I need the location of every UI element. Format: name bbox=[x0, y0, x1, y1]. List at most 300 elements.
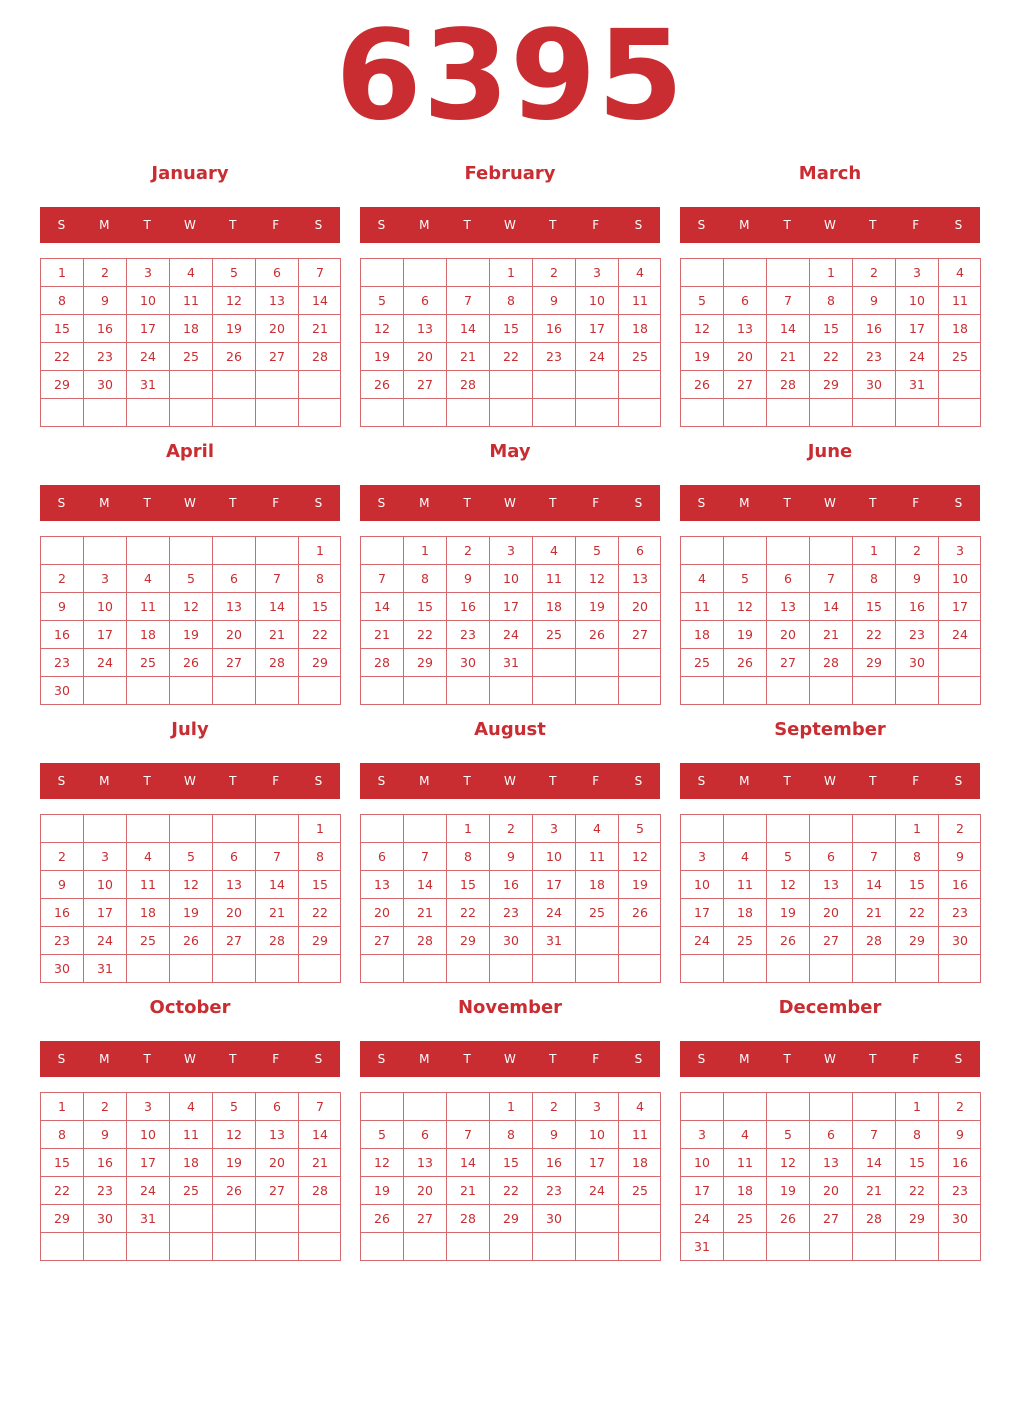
day-cell[interactable]: 24 bbox=[532, 898, 575, 926]
day-cell[interactable]: 3 bbox=[680, 842, 723, 870]
day-cell[interactable]: 2 bbox=[446, 536, 489, 564]
day-cell[interactable]: 23 bbox=[446, 620, 489, 648]
day-cell[interactable]: 19 bbox=[575, 592, 618, 620]
day-cell[interactable]: 23 bbox=[83, 1176, 126, 1204]
day-cell[interactable]: 27 bbox=[403, 1204, 446, 1232]
day-cell[interactable]: 12 bbox=[360, 314, 403, 342]
day-cell[interactable]: 25 bbox=[169, 342, 212, 370]
day-cell[interactable]: 11 bbox=[532, 564, 575, 592]
day-cell[interactable]: 29 bbox=[895, 926, 938, 954]
day-cell[interactable]: 8 bbox=[40, 286, 83, 314]
day-cell[interactable]: 16 bbox=[938, 1148, 981, 1176]
day-cell[interactable]: 11 bbox=[169, 286, 212, 314]
day-cell[interactable]: 19 bbox=[723, 620, 766, 648]
day-cell[interactable]: 24 bbox=[680, 926, 723, 954]
day-cell[interactable]: 22 bbox=[489, 1176, 532, 1204]
day-cell[interactable]: 14 bbox=[766, 314, 809, 342]
day-cell[interactable]: 14 bbox=[852, 870, 895, 898]
day-cell[interactable]: 12 bbox=[680, 314, 723, 342]
day-cell[interactable]: 10 bbox=[895, 286, 938, 314]
day-cell[interactable]: 4 bbox=[532, 536, 575, 564]
day-cell[interactable]: 17 bbox=[489, 592, 532, 620]
day-cell[interactable]: 16 bbox=[895, 592, 938, 620]
day-cell[interactable]: 2 bbox=[40, 842, 83, 870]
day-cell[interactable]: 26 bbox=[360, 1204, 403, 1232]
day-cell[interactable]: 1 bbox=[298, 536, 341, 564]
day-cell[interactable]: 9 bbox=[938, 1120, 981, 1148]
day-cell[interactable]: 7 bbox=[852, 1120, 895, 1148]
day-cell[interactable]: 29 bbox=[446, 926, 489, 954]
day-cell[interactable]: 8 bbox=[298, 564, 341, 592]
day-cell[interactable]: 17 bbox=[575, 1148, 618, 1176]
day-cell[interactable]: 25 bbox=[938, 342, 981, 370]
day-cell[interactable]: 4 bbox=[938, 258, 981, 286]
day-cell[interactable]: 8 bbox=[852, 564, 895, 592]
day-cell[interactable]: 4 bbox=[618, 258, 661, 286]
day-cell[interactable]: 5 bbox=[618, 814, 661, 842]
day-cell[interactable]: 9 bbox=[895, 564, 938, 592]
day-cell[interactable]: 14 bbox=[298, 1120, 341, 1148]
day-cell[interactable]: 14 bbox=[446, 314, 489, 342]
day-cell[interactable]: 12 bbox=[212, 1120, 255, 1148]
day-cell[interactable]: 23 bbox=[489, 898, 532, 926]
day-cell[interactable]: 11 bbox=[169, 1120, 212, 1148]
day-cell[interactable]: 15 bbox=[895, 870, 938, 898]
day-cell[interactable]: 5 bbox=[212, 258, 255, 286]
day-cell[interactable]: 7 bbox=[255, 842, 298, 870]
day-cell[interactable]: 2 bbox=[938, 814, 981, 842]
day-cell[interactable]: 30 bbox=[83, 370, 126, 398]
day-cell[interactable]: 4 bbox=[618, 1092, 661, 1120]
day-cell[interactable]: 22 bbox=[40, 342, 83, 370]
day-cell[interactable]: 28 bbox=[766, 370, 809, 398]
day-cell[interactable]: 11 bbox=[680, 592, 723, 620]
day-cell[interactable]: 22 bbox=[40, 1176, 83, 1204]
day-cell[interactable]: 23 bbox=[83, 342, 126, 370]
day-cell[interactable]: 24 bbox=[126, 1176, 169, 1204]
day-cell[interactable]: 29 bbox=[403, 648, 446, 676]
day-cell[interactable]: 27 bbox=[766, 648, 809, 676]
day-cell[interactable]: 31 bbox=[895, 370, 938, 398]
day-cell[interactable]: 24 bbox=[680, 1204, 723, 1232]
day-cell[interactable]: 22 bbox=[809, 342, 852, 370]
day-cell[interactable]: 23 bbox=[938, 1176, 981, 1204]
day-cell[interactable]: 17 bbox=[126, 1148, 169, 1176]
day-cell[interactable]: 10 bbox=[938, 564, 981, 592]
day-cell[interactable]: 1 bbox=[489, 1092, 532, 1120]
day-cell[interactable]: 7 bbox=[446, 1120, 489, 1148]
day-cell[interactable]: 30 bbox=[489, 926, 532, 954]
day-cell[interactable]: 10 bbox=[126, 1120, 169, 1148]
day-cell[interactable]: 9 bbox=[40, 870, 83, 898]
day-cell[interactable]: 11 bbox=[618, 286, 661, 314]
day-cell[interactable]: 11 bbox=[723, 1148, 766, 1176]
day-cell[interactable]: 25 bbox=[575, 898, 618, 926]
day-cell[interactable]: 4 bbox=[126, 842, 169, 870]
day-cell[interactable]: 19 bbox=[680, 342, 723, 370]
day-cell[interactable]: 10 bbox=[532, 842, 575, 870]
day-cell[interactable]: 4 bbox=[680, 564, 723, 592]
day-cell[interactable]: 30 bbox=[895, 648, 938, 676]
day-cell[interactable]: 23 bbox=[532, 1176, 575, 1204]
day-cell[interactable]: 9 bbox=[446, 564, 489, 592]
day-cell[interactable]: 19 bbox=[618, 870, 661, 898]
day-cell[interactable]: 26 bbox=[212, 1176, 255, 1204]
day-cell[interactable]: 16 bbox=[40, 898, 83, 926]
day-cell[interactable]: 27 bbox=[212, 648, 255, 676]
day-cell[interactable]: 26 bbox=[723, 648, 766, 676]
day-cell[interactable]: 22 bbox=[403, 620, 446, 648]
day-cell[interactable]: 25 bbox=[532, 620, 575, 648]
day-cell[interactable]: 3 bbox=[938, 536, 981, 564]
day-cell[interactable]: 21 bbox=[809, 620, 852, 648]
day-cell[interactable]: 15 bbox=[40, 314, 83, 342]
day-cell[interactable]: 18 bbox=[618, 314, 661, 342]
day-cell[interactable]: 3 bbox=[575, 258, 618, 286]
day-cell[interactable]: 23 bbox=[852, 342, 895, 370]
day-cell[interactable]: 7 bbox=[360, 564, 403, 592]
day-cell[interactable]: 20 bbox=[809, 1176, 852, 1204]
day-cell[interactable]: 5 bbox=[766, 842, 809, 870]
day-cell[interactable]: 28 bbox=[360, 648, 403, 676]
day-cell[interactable]: 14 bbox=[809, 592, 852, 620]
day-cell[interactable]: 29 bbox=[40, 1204, 83, 1232]
day-cell[interactable]: 2 bbox=[40, 564, 83, 592]
day-cell[interactable]: 26 bbox=[575, 620, 618, 648]
day-cell[interactable]: 15 bbox=[489, 1148, 532, 1176]
day-cell[interactable]: 29 bbox=[489, 1204, 532, 1232]
day-cell[interactable]: 9 bbox=[852, 286, 895, 314]
day-cell[interactable]: 7 bbox=[809, 564, 852, 592]
day-cell[interactable]: 10 bbox=[680, 1148, 723, 1176]
day-cell[interactable]: 20 bbox=[212, 620, 255, 648]
day-cell[interactable]: 2 bbox=[83, 258, 126, 286]
day-cell[interactable]: 10 bbox=[489, 564, 532, 592]
day-cell[interactable]: 5 bbox=[169, 842, 212, 870]
day-cell[interactable]: 30 bbox=[83, 1204, 126, 1232]
day-cell[interactable]: 9 bbox=[83, 286, 126, 314]
day-cell[interactable]: 27 bbox=[403, 370, 446, 398]
day-cell[interactable]: 11 bbox=[126, 592, 169, 620]
day-cell[interactable]: 6 bbox=[255, 1092, 298, 1120]
day-cell[interactable]: 17 bbox=[83, 620, 126, 648]
day-cell[interactable]: 25 bbox=[126, 648, 169, 676]
day-cell[interactable]: 2 bbox=[83, 1092, 126, 1120]
day-cell[interactable]: 2 bbox=[895, 536, 938, 564]
day-cell[interactable]: 1 bbox=[40, 258, 83, 286]
day-cell[interactable]: 16 bbox=[938, 870, 981, 898]
day-cell[interactable]: 3 bbox=[680, 1120, 723, 1148]
day-cell[interactable]: 1 bbox=[298, 814, 341, 842]
day-cell[interactable]: 13 bbox=[212, 592, 255, 620]
day-cell[interactable]: 18 bbox=[532, 592, 575, 620]
day-cell[interactable]: 13 bbox=[618, 564, 661, 592]
day-cell[interactable]: 2 bbox=[532, 1092, 575, 1120]
day-cell[interactable]: 25 bbox=[723, 926, 766, 954]
day-cell[interactable]: 13 bbox=[766, 592, 809, 620]
day-cell[interactable]: 24 bbox=[575, 342, 618, 370]
day-cell[interactable]: 21 bbox=[852, 1176, 895, 1204]
day-cell[interactable]: 28 bbox=[809, 648, 852, 676]
day-cell[interactable]: 27 bbox=[809, 926, 852, 954]
day-cell[interactable]: 23 bbox=[938, 898, 981, 926]
day-cell[interactable]: 20 bbox=[809, 898, 852, 926]
day-cell[interactable]: 8 bbox=[40, 1120, 83, 1148]
day-cell[interactable]: 26 bbox=[169, 926, 212, 954]
day-cell[interactable]: 5 bbox=[360, 286, 403, 314]
day-cell[interactable]: 29 bbox=[298, 648, 341, 676]
day-cell[interactable]: 18 bbox=[938, 314, 981, 342]
day-cell[interactable]: 28 bbox=[403, 926, 446, 954]
day-cell[interactable]: 16 bbox=[852, 314, 895, 342]
day-cell[interactable]: 8 bbox=[403, 564, 446, 592]
day-cell[interactable]: 31 bbox=[489, 648, 532, 676]
day-cell[interactable]: 23 bbox=[895, 620, 938, 648]
day-cell[interactable]: 26 bbox=[618, 898, 661, 926]
day-cell[interactable]: 22 bbox=[895, 898, 938, 926]
day-cell[interactable]: 23 bbox=[40, 648, 83, 676]
day-cell[interactable]: 12 bbox=[766, 870, 809, 898]
day-cell[interactable]: 16 bbox=[40, 620, 83, 648]
day-cell[interactable]: 26 bbox=[360, 370, 403, 398]
day-cell[interactable]: 10 bbox=[83, 870, 126, 898]
day-cell[interactable]: 19 bbox=[169, 620, 212, 648]
day-cell[interactable]: 15 bbox=[852, 592, 895, 620]
day-cell[interactable]: 8 bbox=[298, 842, 341, 870]
day-cell[interactable]: 16 bbox=[446, 592, 489, 620]
day-cell[interactable]: 17 bbox=[575, 314, 618, 342]
day-cell[interactable]: 6 bbox=[212, 564, 255, 592]
day-cell[interactable]: 27 bbox=[255, 342, 298, 370]
day-cell[interactable]: 6 bbox=[809, 842, 852, 870]
day-cell[interactable]: 17 bbox=[680, 1176, 723, 1204]
day-cell[interactable]: 15 bbox=[403, 592, 446, 620]
day-cell[interactable]: 18 bbox=[575, 870, 618, 898]
day-cell[interactable]: 23 bbox=[532, 342, 575, 370]
day-cell[interactable]: 8 bbox=[489, 1120, 532, 1148]
day-cell[interactable]: 27 bbox=[618, 620, 661, 648]
day-cell[interactable]: 13 bbox=[255, 286, 298, 314]
day-cell[interactable]: 18 bbox=[723, 898, 766, 926]
day-cell[interactable]: 3 bbox=[126, 258, 169, 286]
day-cell[interactable]: 12 bbox=[169, 592, 212, 620]
day-cell[interactable]: 23 bbox=[40, 926, 83, 954]
day-cell[interactable]: 16 bbox=[83, 314, 126, 342]
day-cell[interactable]: 19 bbox=[360, 1176, 403, 1204]
day-cell[interactable]: 12 bbox=[575, 564, 618, 592]
day-cell[interactable]: 14 bbox=[446, 1148, 489, 1176]
day-cell[interactable]: 11 bbox=[938, 286, 981, 314]
day-cell[interactable]: 7 bbox=[298, 1092, 341, 1120]
day-cell[interactable]: 21 bbox=[852, 898, 895, 926]
day-cell[interactable]: 18 bbox=[126, 898, 169, 926]
day-cell[interactable]: 16 bbox=[532, 314, 575, 342]
day-cell[interactable]: 4 bbox=[169, 258, 212, 286]
day-cell[interactable]: 6 bbox=[255, 258, 298, 286]
day-cell[interactable]: 28 bbox=[852, 926, 895, 954]
day-cell[interactable]: 13 bbox=[212, 870, 255, 898]
day-cell[interactable]: 10 bbox=[126, 286, 169, 314]
day-cell[interactable]: 2 bbox=[938, 1092, 981, 1120]
day-cell[interactable]: 7 bbox=[298, 258, 341, 286]
day-cell[interactable]: 9 bbox=[532, 286, 575, 314]
day-cell[interactable]: 6 bbox=[360, 842, 403, 870]
day-cell[interactable]: 7 bbox=[403, 842, 446, 870]
day-cell[interactable]: 25 bbox=[618, 342, 661, 370]
day-cell[interactable]: 8 bbox=[809, 286, 852, 314]
day-cell[interactable]: 15 bbox=[489, 314, 532, 342]
day-cell[interactable]: 12 bbox=[723, 592, 766, 620]
day-cell[interactable]: 12 bbox=[766, 1148, 809, 1176]
day-cell[interactable]: 22 bbox=[446, 898, 489, 926]
day-cell[interactable]: 29 bbox=[852, 648, 895, 676]
day-cell[interactable]: 27 bbox=[212, 926, 255, 954]
day-cell[interactable]: 19 bbox=[212, 314, 255, 342]
day-cell[interactable]: 12 bbox=[618, 842, 661, 870]
day-cell[interactable]: 18 bbox=[169, 314, 212, 342]
day-cell[interactable]: 21 bbox=[446, 342, 489, 370]
day-cell[interactable]: 1 bbox=[809, 258, 852, 286]
day-cell[interactable]: 21 bbox=[446, 1176, 489, 1204]
day-cell[interactable]: 20 bbox=[766, 620, 809, 648]
day-cell[interactable]: 9 bbox=[938, 842, 981, 870]
day-cell[interactable]: 26 bbox=[680, 370, 723, 398]
day-cell[interactable]: 24 bbox=[938, 620, 981, 648]
day-cell[interactable]: 31 bbox=[83, 954, 126, 982]
day-cell[interactable]: 19 bbox=[360, 342, 403, 370]
day-cell[interactable]: 29 bbox=[895, 1204, 938, 1232]
day-cell[interactable]: 13 bbox=[403, 314, 446, 342]
day-cell[interactable]: 30 bbox=[40, 954, 83, 982]
day-cell[interactable]: 13 bbox=[809, 870, 852, 898]
day-cell[interactable]: 5 bbox=[575, 536, 618, 564]
day-cell[interactable]: 30 bbox=[446, 648, 489, 676]
day-cell[interactable]: 6 bbox=[403, 286, 446, 314]
day-cell[interactable]: 31 bbox=[126, 370, 169, 398]
day-cell[interactable]: 28 bbox=[255, 648, 298, 676]
day-cell[interactable]: 5 bbox=[723, 564, 766, 592]
day-cell[interactable]: 25 bbox=[169, 1176, 212, 1204]
day-cell[interactable]: 21 bbox=[360, 620, 403, 648]
day-cell[interactable]: 1 bbox=[895, 1092, 938, 1120]
day-cell[interactable]: 21 bbox=[298, 314, 341, 342]
day-cell[interactable]: 17 bbox=[680, 898, 723, 926]
day-cell[interactable]: 14 bbox=[255, 592, 298, 620]
day-cell[interactable]: 13 bbox=[255, 1120, 298, 1148]
day-cell[interactable]: 3 bbox=[532, 814, 575, 842]
day-cell[interactable]: 24 bbox=[126, 342, 169, 370]
day-cell[interactable]: 9 bbox=[83, 1120, 126, 1148]
day-cell[interactable]: 20 bbox=[255, 1148, 298, 1176]
day-cell[interactable]: 18 bbox=[618, 1148, 661, 1176]
day-cell[interactable]: 15 bbox=[40, 1148, 83, 1176]
day-cell[interactable]: 25 bbox=[723, 1204, 766, 1232]
day-cell[interactable]: 31 bbox=[126, 1204, 169, 1232]
day-cell[interactable]: 8 bbox=[895, 842, 938, 870]
day-cell[interactable]: 12 bbox=[212, 286, 255, 314]
day-cell[interactable]: 27 bbox=[360, 926, 403, 954]
day-cell[interactable]: 15 bbox=[809, 314, 852, 342]
day-cell[interactable]: 30 bbox=[852, 370, 895, 398]
day-cell[interactable]: 7 bbox=[766, 286, 809, 314]
day-cell[interactable]: 22 bbox=[298, 898, 341, 926]
day-cell[interactable]: 21 bbox=[255, 898, 298, 926]
day-cell[interactable]: 9 bbox=[40, 592, 83, 620]
day-cell[interactable]: 5 bbox=[360, 1120, 403, 1148]
day-cell[interactable]: 13 bbox=[723, 314, 766, 342]
day-cell[interactable]: 13 bbox=[809, 1148, 852, 1176]
day-cell[interactable]: 4 bbox=[575, 814, 618, 842]
day-cell[interactable]: 21 bbox=[403, 898, 446, 926]
day-cell[interactable]: 15 bbox=[446, 870, 489, 898]
day-cell[interactable]: 14 bbox=[298, 286, 341, 314]
day-cell[interactable]: 18 bbox=[680, 620, 723, 648]
day-cell[interactable]: 22 bbox=[895, 1176, 938, 1204]
day-cell[interactable]: 11 bbox=[575, 842, 618, 870]
day-cell[interactable]: 24 bbox=[83, 648, 126, 676]
day-cell[interactable]: 3 bbox=[83, 564, 126, 592]
day-cell[interactable]: 8 bbox=[895, 1120, 938, 1148]
day-cell[interactable]: 20 bbox=[360, 898, 403, 926]
day-cell[interactable]: 17 bbox=[938, 592, 981, 620]
day-cell[interactable]: 1 bbox=[446, 814, 489, 842]
day-cell[interactable]: 28 bbox=[446, 1204, 489, 1232]
day-cell[interactable]: 7 bbox=[852, 842, 895, 870]
day-cell[interactable]: 2 bbox=[489, 814, 532, 842]
day-cell[interactable]: 21 bbox=[255, 620, 298, 648]
day-cell[interactable]: 16 bbox=[489, 870, 532, 898]
day-cell[interactable]: 6 bbox=[766, 564, 809, 592]
day-cell[interactable]: 27 bbox=[723, 370, 766, 398]
day-cell[interactable]: 2 bbox=[532, 258, 575, 286]
day-cell[interactable]: 2 bbox=[852, 258, 895, 286]
day-cell[interactable]: 1 bbox=[852, 536, 895, 564]
day-cell[interactable]: 12 bbox=[169, 870, 212, 898]
day-cell[interactable]: 22 bbox=[852, 620, 895, 648]
day-cell[interactable]: 28 bbox=[852, 1204, 895, 1232]
day-cell[interactable]: 14 bbox=[852, 1148, 895, 1176]
day-cell[interactable]: 17 bbox=[895, 314, 938, 342]
day-cell[interactable]: 4 bbox=[723, 1120, 766, 1148]
day-cell[interactable]: 26 bbox=[212, 342, 255, 370]
day-cell[interactable]: 28 bbox=[298, 342, 341, 370]
day-cell[interactable]: 28 bbox=[255, 926, 298, 954]
day-cell[interactable]: 25 bbox=[618, 1176, 661, 1204]
day-cell[interactable]: 17 bbox=[532, 870, 575, 898]
day-cell[interactable]: 20 bbox=[403, 1176, 446, 1204]
day-cell[interactable]: 3 bbox=[83, 842, 126, 870]
day-cell[interactable]: 29 bbox=[809, 370, 852, 398]
day-cell[interactable]: 30 bbox=[40, 676, 83, 704]
day-cell[interactable]: 8 bbox=[489, 286, 532, 314]
day-cell[interactable]: 13 bbox=[360, 870, 403, 898]
day-cell[interactable]: 30 bbox=[938, 926, 981, 954]
day-cell[interactable]: 6 bbox=[212, 842, 255, 870]
day-cell[interactable]: 3 bbox=[489, 536, 532, 564]
day-cell[interactable]: 26 bbox=[766, 1204, 809, 1232]
day-cell[interactable]: 18 bbox=[169, 1148, 212, 1176]
day-cell[interactable]: 12 bbox=[360, 1148, 403, 1176]
day-cell[interactable]: 29 bbox=[298, 926, 341, 954]
day-cell[interactable]: 19 bbox=[169, 898, 212, 926]
day-cell[interactable]: 14 bbox=[403, 870, 446, 898]
day-cell[interactable]: 5 bbox=[169, 564, 212, 592]
day-cell[interactable]: 21 bbox=[298, 1148, 341, 1176]
day-cell[interactable]: 26 bbox=[766, 926, 809, 954]
day-cell[interactable]: 15 bbox=[298, 592, 341, 620]
day-cell[interactable]: 4 bbox=[169, 1092, 212, 1120]
day-cell[interactable]: 30 bbox=[938, 1204, 981, 1232]
